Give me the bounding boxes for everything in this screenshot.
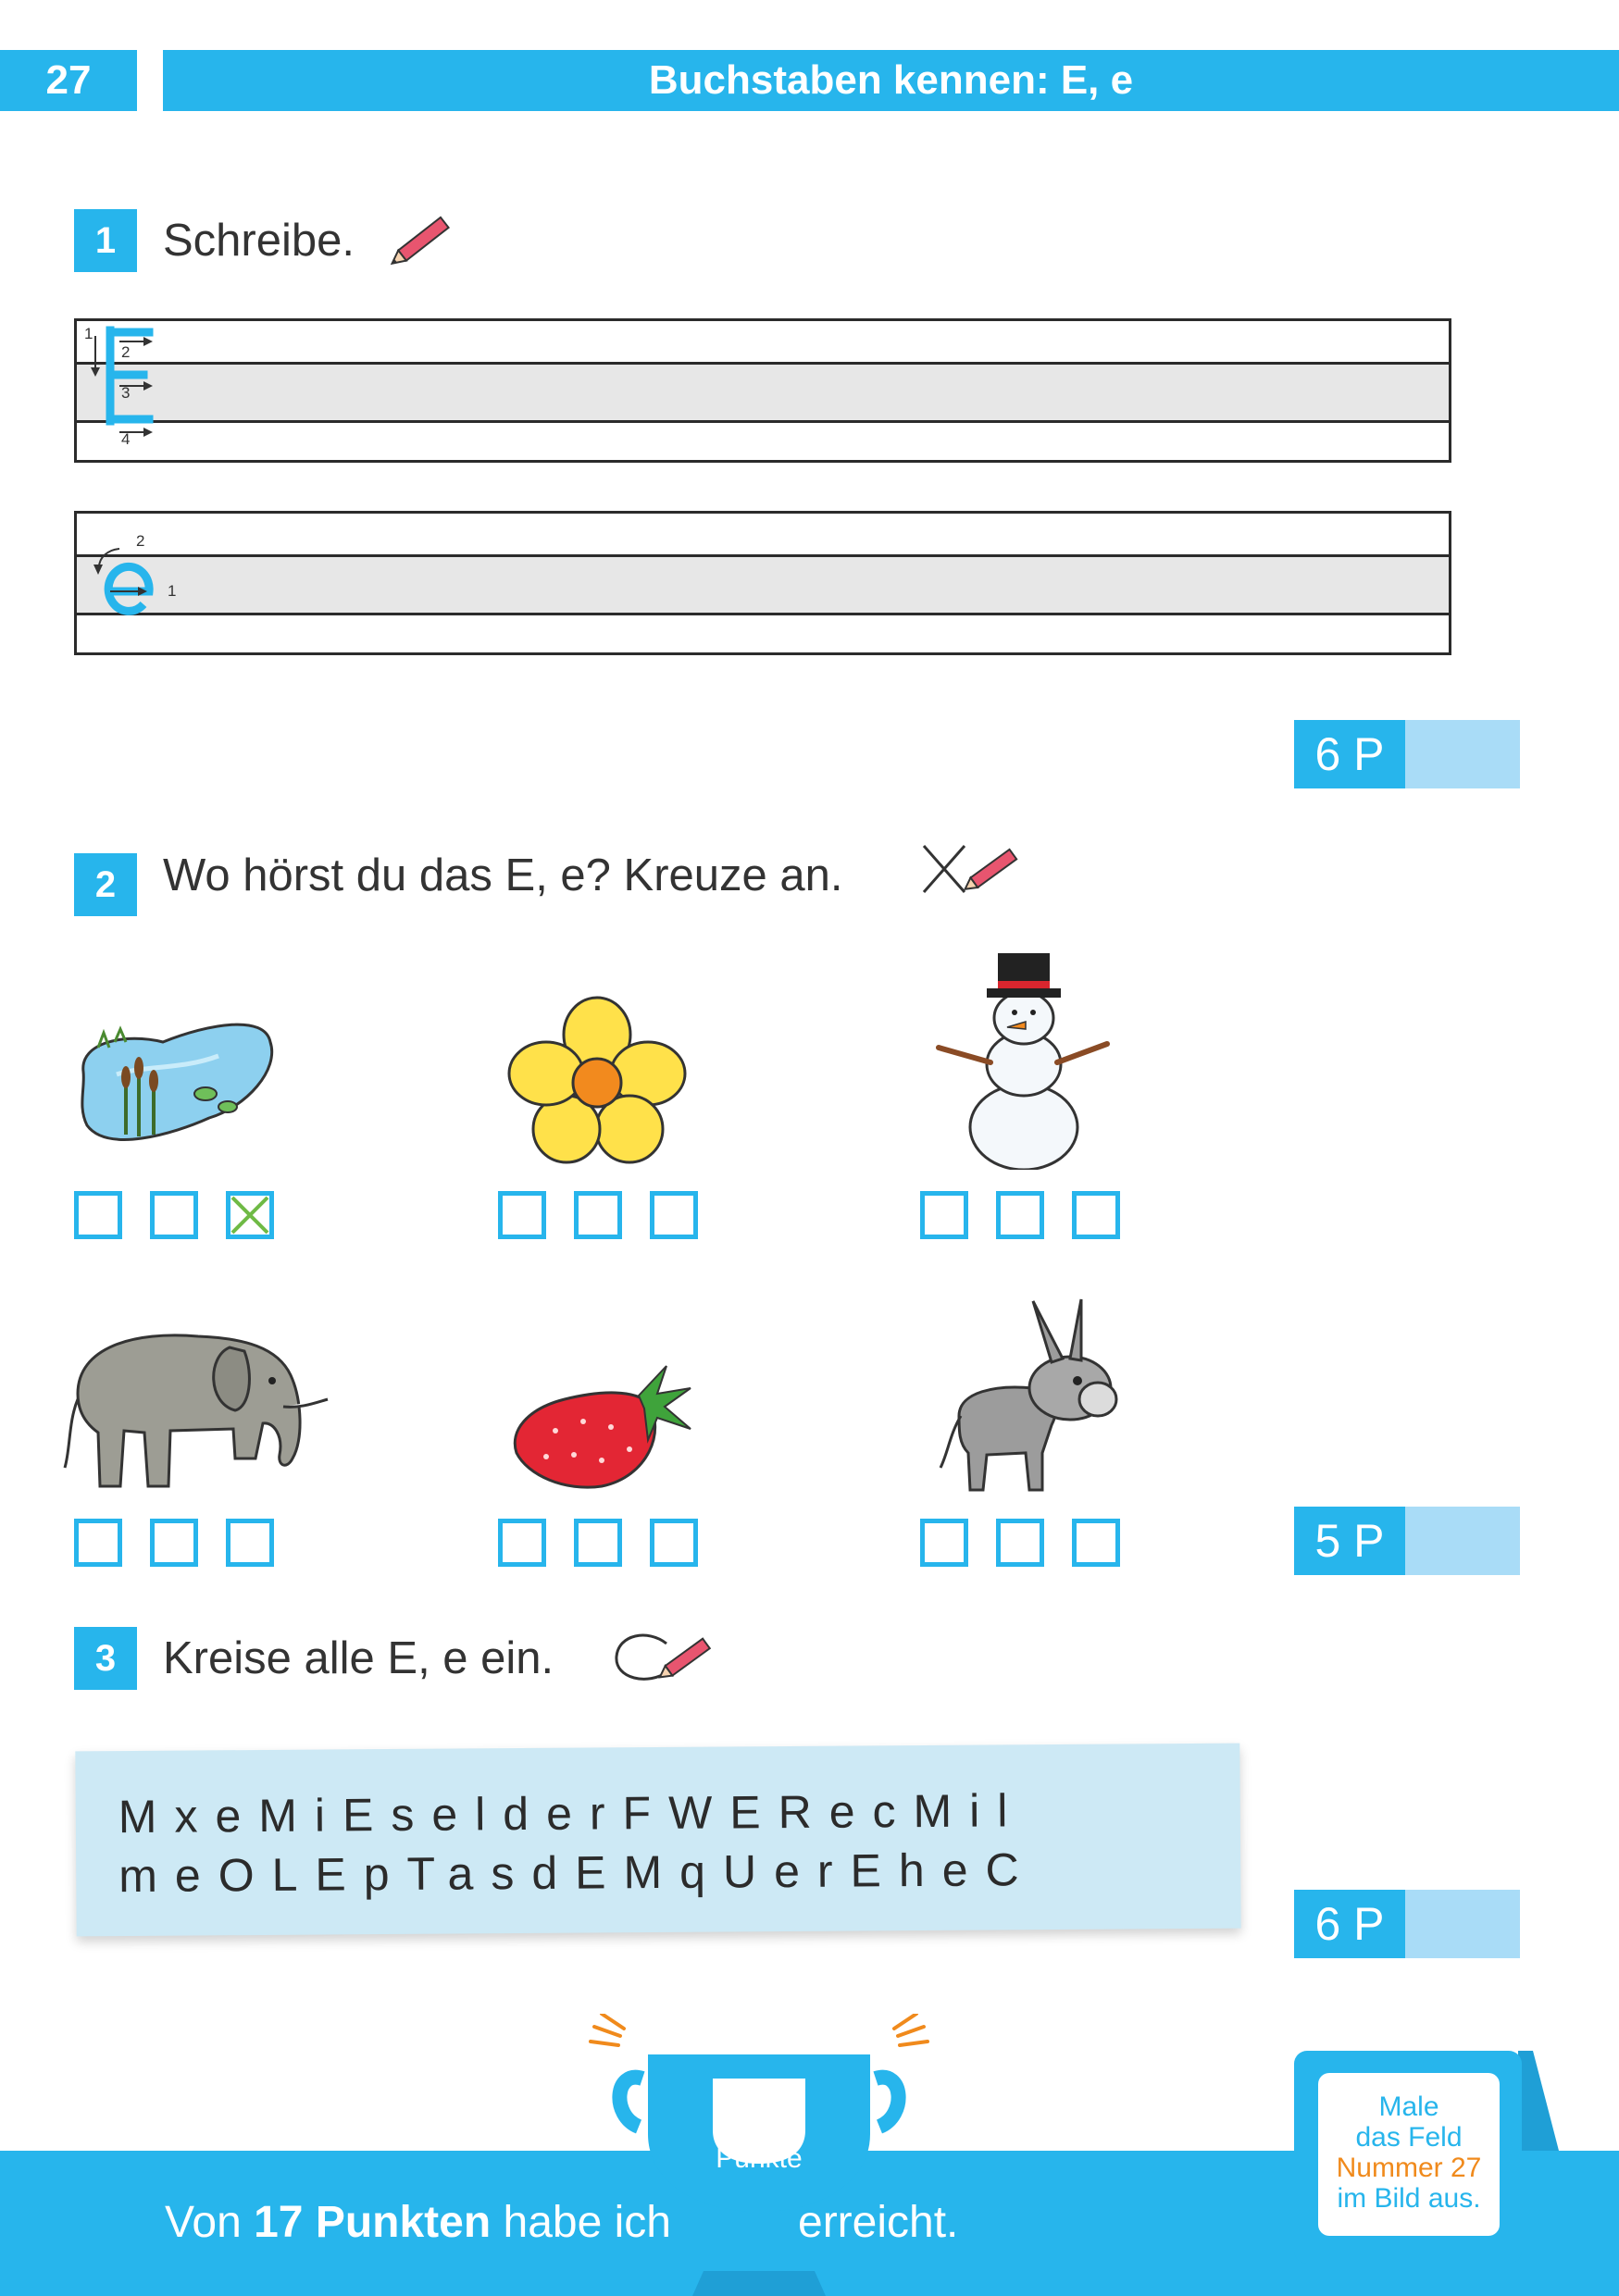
points-entry-field[interactable] bbox=[1405, 720, 1520, 788]
stroke-number-3: 3 bbox=[121, 384, 131, 402]
total-points: 17 Punkten bbox=[254, 2198, 492, 2247]
stroke-number-1: 1 bbox=[84, 325, 93, 342]
trophy-label: Punkte bbox=[716, 2143, 803, 2174]
points-badge-task-2 bbox=[1294, 1507, 1520, 1575]
stroke-number-2: 2 bbox=[121, 343, 131, 361]
points-label: 5 P bbox=[1294, 1507, 1405, 1575]
pond-image bbox=[70, 1005, 283, 1153]
donkey-image bbox=[922, 1296, 1126, 1499]
check-mark-icon bbox=[230, 1196, 269, 1235]
flower-image bbox=[500, 990, 694, 1175]
task-1-instruction: Schreibe. bbox=[163, 216, 355, 266]
checkbox-donkey-3[interactable] bbox=[1072, 1519, 1120, 1567]
checkbox-strawberry-1[interactable] bbox=[498, 1519, 546, 1567]
pencil-icon bbox=[389, 205, 461, 270]
stroke-number-4: 4 bbox=[121, 430, 131, 448]
snowman-image bbox=[926, 948, 1120, 1170]
letter-E-tracing-guide bbox=[82, 321, 193, 460]
letter-row-2[interactable]: meOLEpTasdEMqUerEheC bbox=[118, 1843, 1037, 1903]
elephant-image bbox=[59, 1310, 337, 1505]
checkbox-elephant-3[interactable] bbox=[226, 1519, 274, 1567]
checkbox-elephant-2[interactable] bbox=[150, 1519, 198, 1567]
footer-sentence-end: erreicht. bbox=[798, 2198, 959, 2247]
checkbox-pond-3[interactable] bbox=[226, 1191, 274, 1239]
cross-pencil-icon bbox=[918, 837, 1029, 901]
checkbox-snowman-2[interactable] bbox=[996, 1191, 1044, 1239]
checkbox-flower-2[interactable] bbox=[574, 1191, 622, 1239]
task-1-number: 1 bbox=[74, 209, 137, 272]
checkbox-flower-3[interactable] bbox=[650, 1191, 698, 1239]
task-2-instruction: Wo hörst du das E, e? Kreuze an. bbox=[163, 850, 843, 900]
points-label: 6 P bbox=[1294, 1890, 1405, 1958]
writing-lines-uppercase[interactable] bbox=[74, 318, 1451, 463]
checkbox-flower-1[interactable] bbox=[498, 1191, 546, 1239]
stroke-number-2: 2 bbox=[136, 532, 145, 550]
stroke-number-1: 1 bbox=[168, 582, 177, 600]
page-number: 27 bbox=[0, 50, 137, 111]
task-3-number: 3 bbox=[74, 1627, 137, 1690]
circle-pencil-icon bbox=[611, 1625, 715, 1690]
letter-search-strip bbox=[75, 1744, 1240, 1937]
task-3-instruction: Kreise alle E, e ein. bbox=[163, 1633, 554, 1683]
strawberry-image bbox=[509, 1357, 694, 1496]
writing-lines-lowercase[interactable] bbox=[74, 511, 1451, 655]
letter-row-1[interactable]: MxeMiEselderFWERecMil bbox=[118, 1784, 1026, 1843]
color-field-note-text: Male das Feld Nummer 27 im Bild aus. bbox=[1318, 2073, 1500, 2236]
checkbox-strawberry-2[interactable] bbox=[574, 1519, 622, 1567]
checkbox-elephant-1[interactable] bbox=[74, 1519, 122, 1567]
checkbox-donkey-2[interactable] bbox=[996, 1519, 1044, 1567]
footer-sentence: Von 17 Punkten habe ich bbox=[165, 2198, 671, 2247]
checkbox-donkey-1[interactable] bbox=[920, 1519, 968, 1567]
checkbox-strawberry-3[interactable] bbox=[650, 1519, 698, 1567]
checkbox-pond-2[interactable] bbox=[150, 1191, 198, 1239]
checkbox-snowman-3[interactable] bbox=[1072, 1191, 1120, 1239]
note-tab-fold bbox=[1518, 2051, 1561, 2153]
checkbox-snowman-1[interactable] bbox=[920, 1191, 968, 1239]
points-label: 6 P bbox=[1294, 720, 1405, 788]
checkbox-pond-1[interactable] bbox=[74, 1191, 122, 1239]
task-2-number: 2 bbox=[74, 853, 137, 916]
points-entry-field[interactable] bbox=[1405, 1890, 1520, 1958]
points-entry-field[interactable] bbox=[1405, 1507, 1520, 1575]
points-badge-task-3 bbox=[1294, 1890, 1520, 1958]
page-title: Buchstaben kennen: E, e bbox=[163, 50, 1619, 111]
points-badge-task-1 bbox=[1294, 720, 1520, 788]
